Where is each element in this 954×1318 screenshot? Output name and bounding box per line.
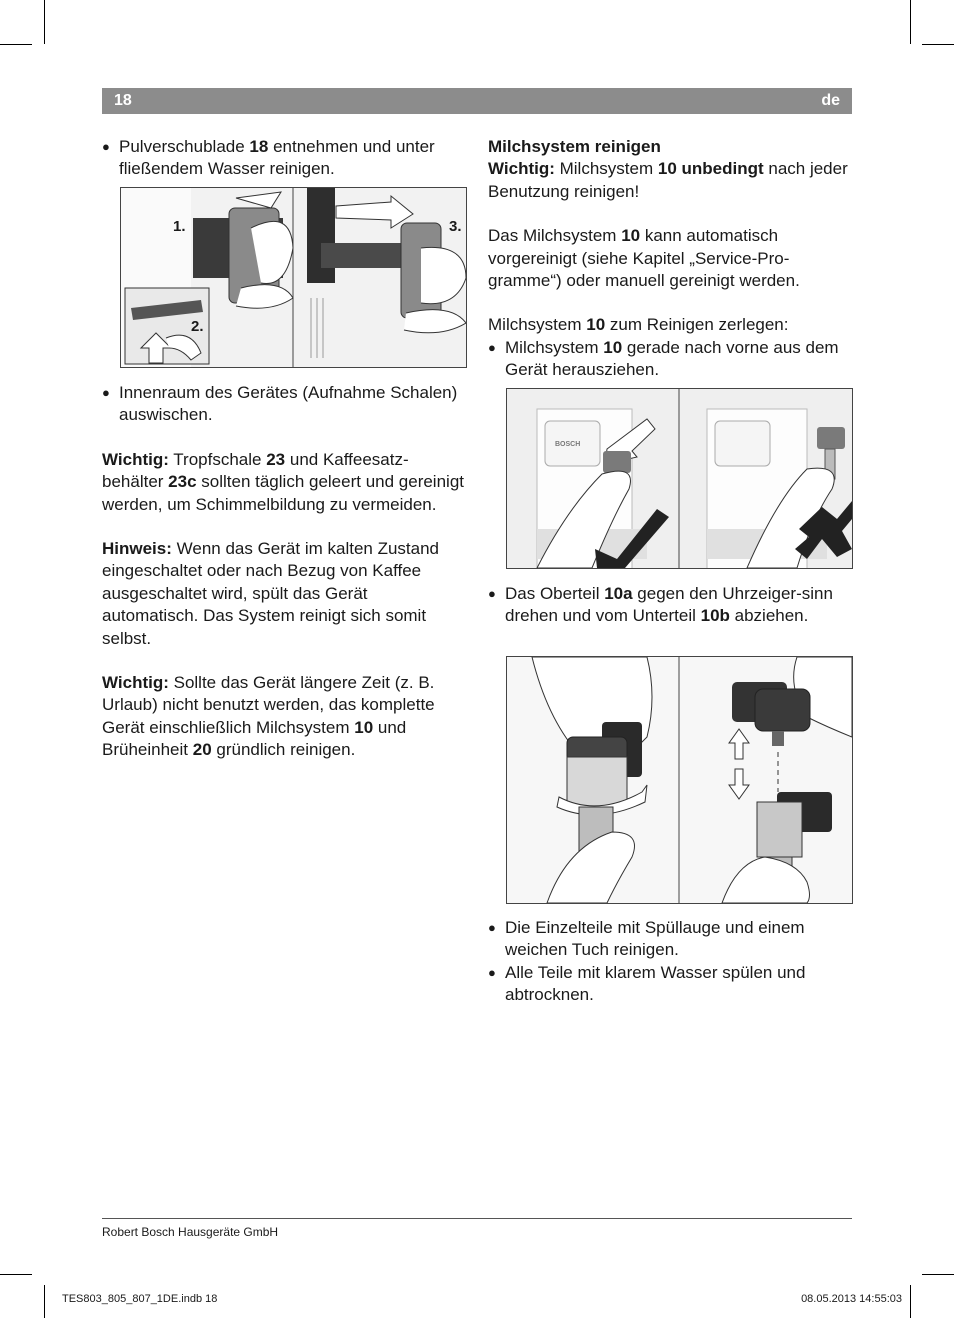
left-column (102, 136, 468, 181)
bullet-pull-out: ● Milchsystem 10 gerade nach vorne aus dem Gerät herausziehen. (488, 337, 852, 382)
page-number: 18 (114, 92, 132, 109)
crop-mark (44, 1285, 45, 1318)
paragraph-note: Hinweis: Wenn das Gerät im kalten Zustand eingeschaltet oder nach Bezug von Kaffee ausgeschaltet wird, spült das Gerät automatisch. Das System reinigt sich somit selbst. (102, 539, 440, 648)
paragraph-disassemble: Milchsystem 10 zum Reinigen zerlegen: (488, 315, 789, 335)
section-heading: Milchsystem reinigen (488, 137, 661, 156)
figure-milk-system-disassemble (506, 656, 853, 904)
figure-milk-system-pull (506, 388, 853, 569)
figure-powder-drawer (120, 187, 467, 368)
crop-mark (922, 1274, 954, 1275)
crop-mark (922, 44, 954, 45)
language-code: de (821, 92, 840, 109)
crop-mark (44, 0, 45, 44)
step-label-1: 1. (173, 218, 186, 235)
brand-label: BOSCH (555, 441, 581, 448)
slug-date: 08.05.2013 14:55:03 (801, 1293, 902, 1305)
paragraph-auto-clean: Das Milchsystem 10 kann automatisch vorgereinigt (siehe Kapitel „Service-Pro-gramme“) oder manuell gereinigt werden. (488, 226, 800, 291)
bullet-rotate-top: ● Das Oberteil 10a gegen den Uhrzeiger-sinn drehen und vom Unterteil 10b abziehen. (488, 583, 852, 628)
bullet-powder-drawer: ● Pulverschublade 18 entnehmen und unter fließendem Wasser reinigen. (102, 136, 468, 181)
page-header (102, 88, 852, 114)
bullet-wipe-interior: ● Innenraum des Gerätes (Aufnahme Schalen) auswischen. (102, 382, 468, 427)
right-column-mid (488, 583, 852, 628)
crop-mark (0, 1274, 32, 1275)
footer-divider (102, 1218, 852, 1219)
bullet-rinse-parts: ● Alle Teile mit klarem Wasser spülen und abtrocknen. (488, 962, 852, 1007)
crop-mark (910, 1285, 911, 1318)
footer-company: Robert Bosch Hausgeräte GmbH (102, 1225, 279, 1239)
right-column (488, 136, 852, 382)
paragraph-drip-tray: Wichtig: Tropfschale 23 und Kaffeesatz-behälter 23c sollten täglich geleert und gereinigt werden, um Schimmelbildung zu vermeiden. (102, 449, 464, 514)
right-column-lower (488, 917, 852, 1007)
step-label-2: 2. (191, 318, 204, 335)
paragraph-important: Wichtig: Milchsystem 10 unbedingt nach jeder Benutzung reinigen! (488, 159, 848, 201)
crop-mark (0, 44, 32, 45)
paragraph-vacation: Wichtig: Sollte das Gerät längere Zeit (z. B. Urlaub) nicht benutzt werden, das komplette Gerät einschließlich Milchsystem 10 und Brüheinheit 20 gründlich reinigen. (102, 673, 435, 760)
left-column-lower (102, 382, 468, 762)
crop-mark (910, 0, 911, 44)
slug-filename: TES803_805_807_1DE.indb 18 (62, 1293, 218, 1305)
bullet-clean-parts: ● Die Einzelteile mit Spüllauge und einem weichen Tuch reinigen. (488, 917, 852, 962)
step-label-3: 3. (449, 218, 462, 235)
